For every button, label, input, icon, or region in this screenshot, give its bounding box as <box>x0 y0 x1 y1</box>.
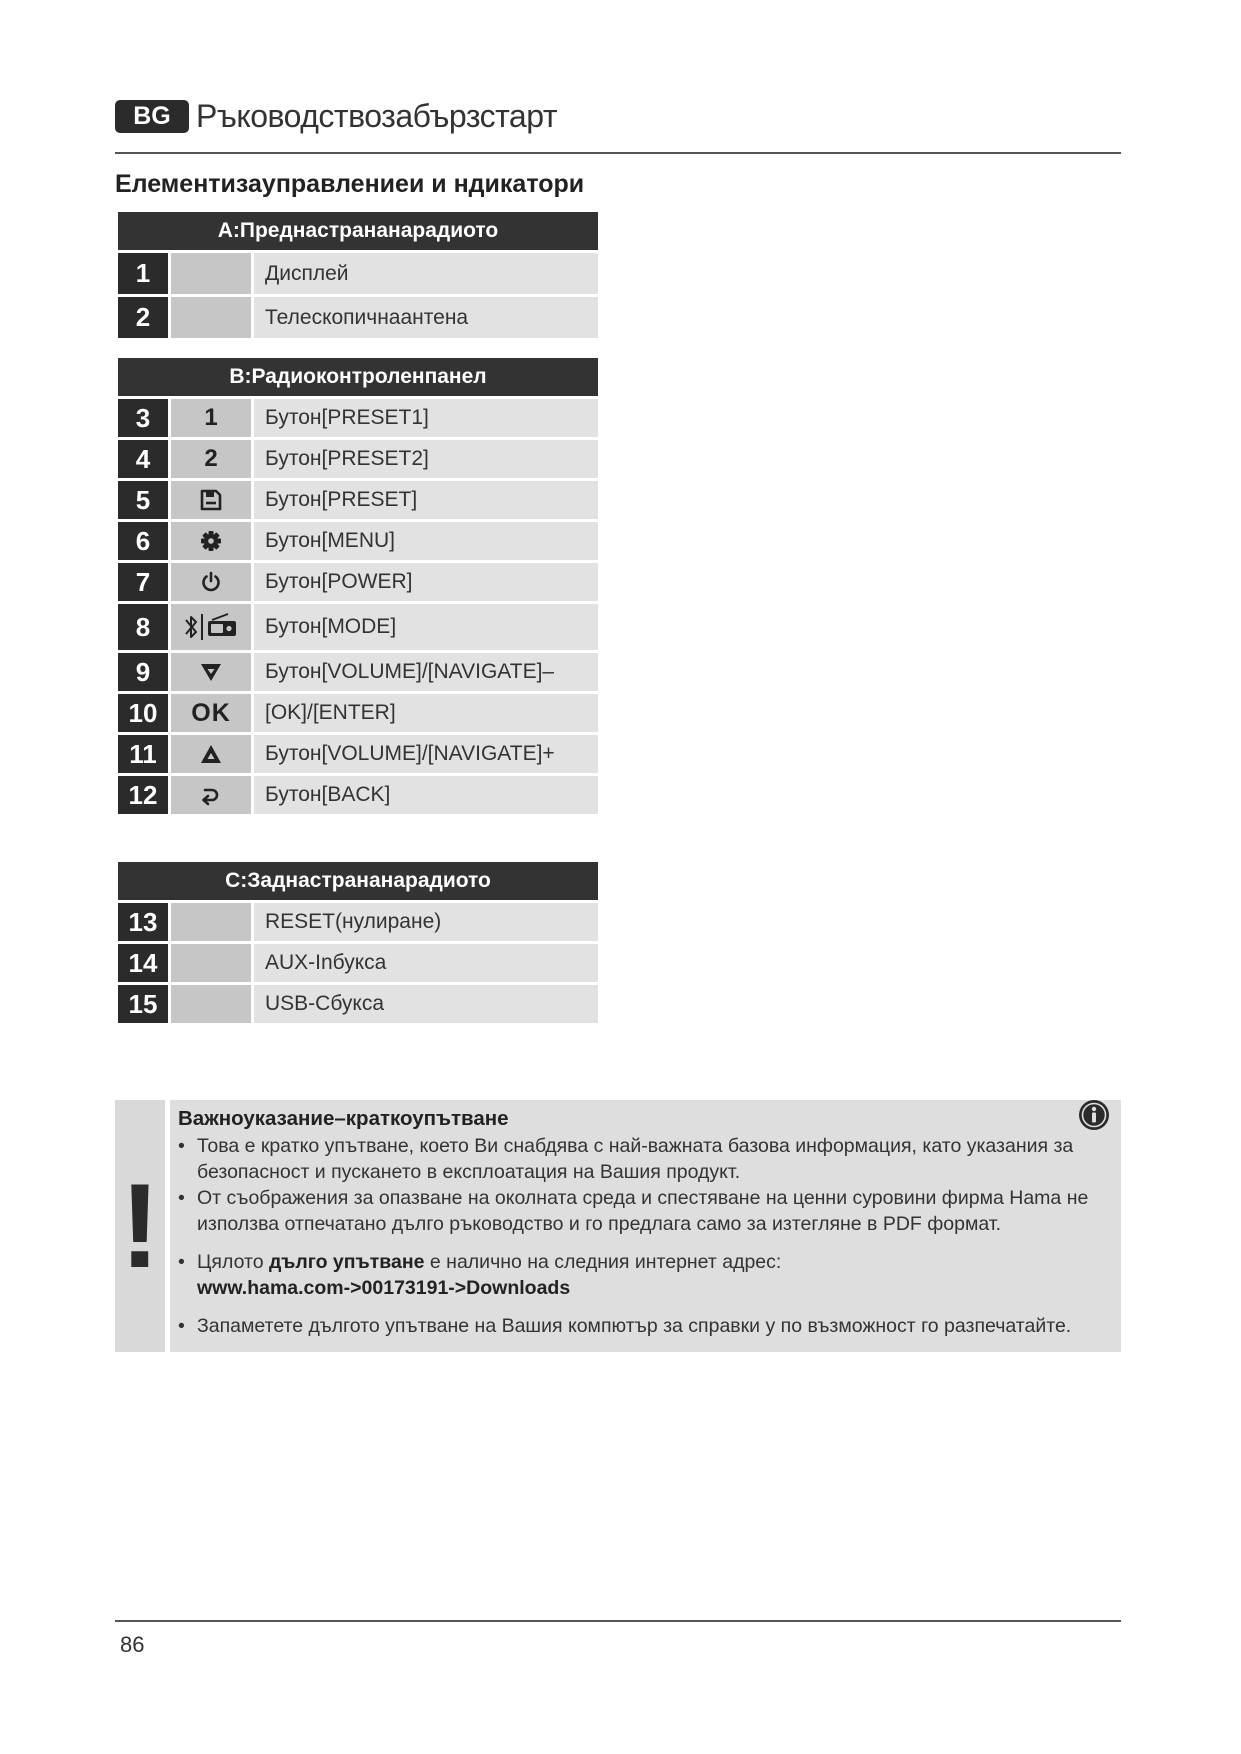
row-number: 7 <box>118 563 168 601</box>
download-link[interactable]: www.hama.com->00173191->Downloads <box>197 1277 571 1299</box>
document-title: Ръководствозабързстарт <box>196 97 557 134</box>
table-header: A:Преднастрананарадиото <box>118 212 598 250</box>
row-description: Телескопичнаантена <box>254 297 598 338</box>
row-number: 14 <box>118 944 168 982</box>
row-number: 2 <box>118 297 168 338</box>
table-row <box>118 985 598 1023</box>
row-icon-cell <box>171 735 251 773</box>
page-header <box>115 98 557 134</box>
row-number: 5 <box>118 481 168 519</box>
row-number: 13 <box>118 903 168 941</box>
notice-body <box>170 1100 1121 1352</box>
table-row <box>118 399 598 437</box>
row-number: 9 <box>118 653 168 691</box>
row-description: Бутон[PRESET1] <box>254 399 598 437</box>
row-number: 4 <box>118 440 168 478</box>
footer-divider <box>115 1620 1121 1622</box>
section-heading: Елементизауправлениеи и ндикатори <box>115 170 585 198</box>
preset-2-glyph: 2 <box>171 440 251 478</box>
triangle-up-icon <box>199 742 223 766</box>
row-icon-cell <box>171 985 251 1023</box>
page-number: 86 <box>120 1632 145 1657</box>
row-number: 10 <box>118 694 168 732</box>
table-row <box>118 776 598 814</box>
list-item <box>178 1185 1101 1237</box>
table-row <box>118 944 598 982</box>
ok-glyph: OK <box>191 698 231 727</box>
bullet-dot: • <box>178 1135 185 1157</box>
row-number: 15 <box>118 985 168 1023</box>
row-description: [OK]/[ENTER] <box>254 694 598 732</box>
language-badge: BG <box>115 100 189 133</box>
header-divider <box>115 152 1121 154</box>
bluetooth-radio-icon <box>182 610 240 644</box>
list-item <box>178 1313 1101 1339</box>
row-description: Бутон[VOLUME]/[NAVIGATE]– <box>254 653 598 691</box>
bullet-text <box>197 1249 1101 1301</box>
row-description: Бутон[MENU] <box>254 522 598 560</box>
row-icon-cell <box>171 944 251 982</box>
table-row <box>118 653 598 691</box>
row-description: Бутон[PRESET] <box>254 481 598 519</box>
controls-table-panel <box>118 358 598 814</box>
notice-title: Важноуказание–краткоупътване <box>178 1107 509 1130</box>
row-description: Бутон[PRESET2] <box>254 440 598 478</box>
table-header: B:Радиоконтроленпанел <box>118 358 598 396</box>
row-description: RESET(нулиране) <box>254 903 598 941</box>
gear-icon <box>200 530 222 552</box>
bullet-dot: • <box>178 1315 185 1337</box>
table-row <box>118 604 598 650</box>
row-number: 11 <box>118 735 168 773</box>
bullet-dot: • <box>178 1251 185 1273</box>
back-arrow-icon <box>199 783 223 807</box>
bullet-text-start: Цялото <box>197 1251 269 1273</box>
row-description: Бутон[MODE] <box>254 604 598 650</box>
row-number: 3 <box>118 399 168 437</box>
row-number: 8 <box>118 604 168 650</box>
row-description: AUX-Inбукса <box>254 944 598 982</box>
row-description: USB-Сбукса <box>254 985 598 1023</box>
controls-table-front <box>118 212 598 338</box>
bullet-text: От съображения за опазване на околната среда и спестяване на ценни суровини фирма Hama не използва отпечатано дълго ръководство и го предлага само за изтегляне в PDF формат. <box>197 1187 1089 1235</box>
bullet-text-emphasis: дълго упътване <box>268 1251 425 1273</box>
bullet-text: Това е кратко упътване, което Ви снабдява с най-важната базова информация, като указания за безопасност и пускането в експлоатация на Вашия продукт. <box>197 1135 1074 1183</box>
row-icon-cell <box>171 653 251 691</box>
info-icon <box>1077 1098 1111 1132</box>
save-preset-icon <box>199 488 223 512</box>
row-icon-cell <box>171 604 251 650</box>
row-number: 12 <box>118 776 168 814</box>
controls-table-back <box>118 862 598 1023</box>
row-icon-cell <box>171 297 251 338</box>
row-icon-cell <box>171 776 251 814</box>
triangle-down-icon <box>199 660 223 684</box>
row-icon-cell <box>171 694 251 732</box>
bullet-dot: • <box>178 1187 185 1209</box>
row-icon-cell <box>171 522 251 560</box>
table-row <box>118 735 598 773</box>
table-row <box>118 297 598 338</box>
row-icon-cell <box>171 563 251 601</box>
bullet-text: Запаметете дългото упътване на Вашия компютър за справки у по възможност го разпечатайте. <box>197 1315 1072 1337</box>
preset-1-glyph: 1 <box>171 399 251 437</box>
table-row <box>118 694 598 732</box>
table-row <box>118 440 598 478</box>
power-icon <box>199 570 223 594</box>
table-row <box>118 903 598 941</box>
table-row <box>118 563 598 601</box>
list-item <box>178 1249 1101 1301</box>
table-row <box>118 522 598 560</box>
row-number: 1 <box>118 253 168 294</box>
list-item <box>178 1133 1101 1185</box>
row-icon-cell <box>171 481 251 519</box>
important-notice <box>115 1100 1121 1352</box>
bullet-text-end: е налично на следния интернет адрес: <box>424 1251 782 1273</box>
row-number: 6 <box>118 522 168 560</box>
row-description: Дисплей <box>254 253 598 294</box>
row-description: Бутон[BACK] <box>254 776 598 814</box>
table-header: C:Заднастрананарадиото <box>118 862 598 900</box>
table-row <box>118 481 598 519</box>
row-description: Бутон[POWER] <box>254 563 598 601</box>
row-icon-cell <box>171 253 251 294</box>
row-icon-cell <box>171 903 251 941</box>
table-row <box>118 253 598 294</box>
exclamation-mark: ! <box>115 1100 165 1352</box>
row-description: Бутон[VOLUME]/[NAVIGATE]+ <box>254 735 598 773</box>
